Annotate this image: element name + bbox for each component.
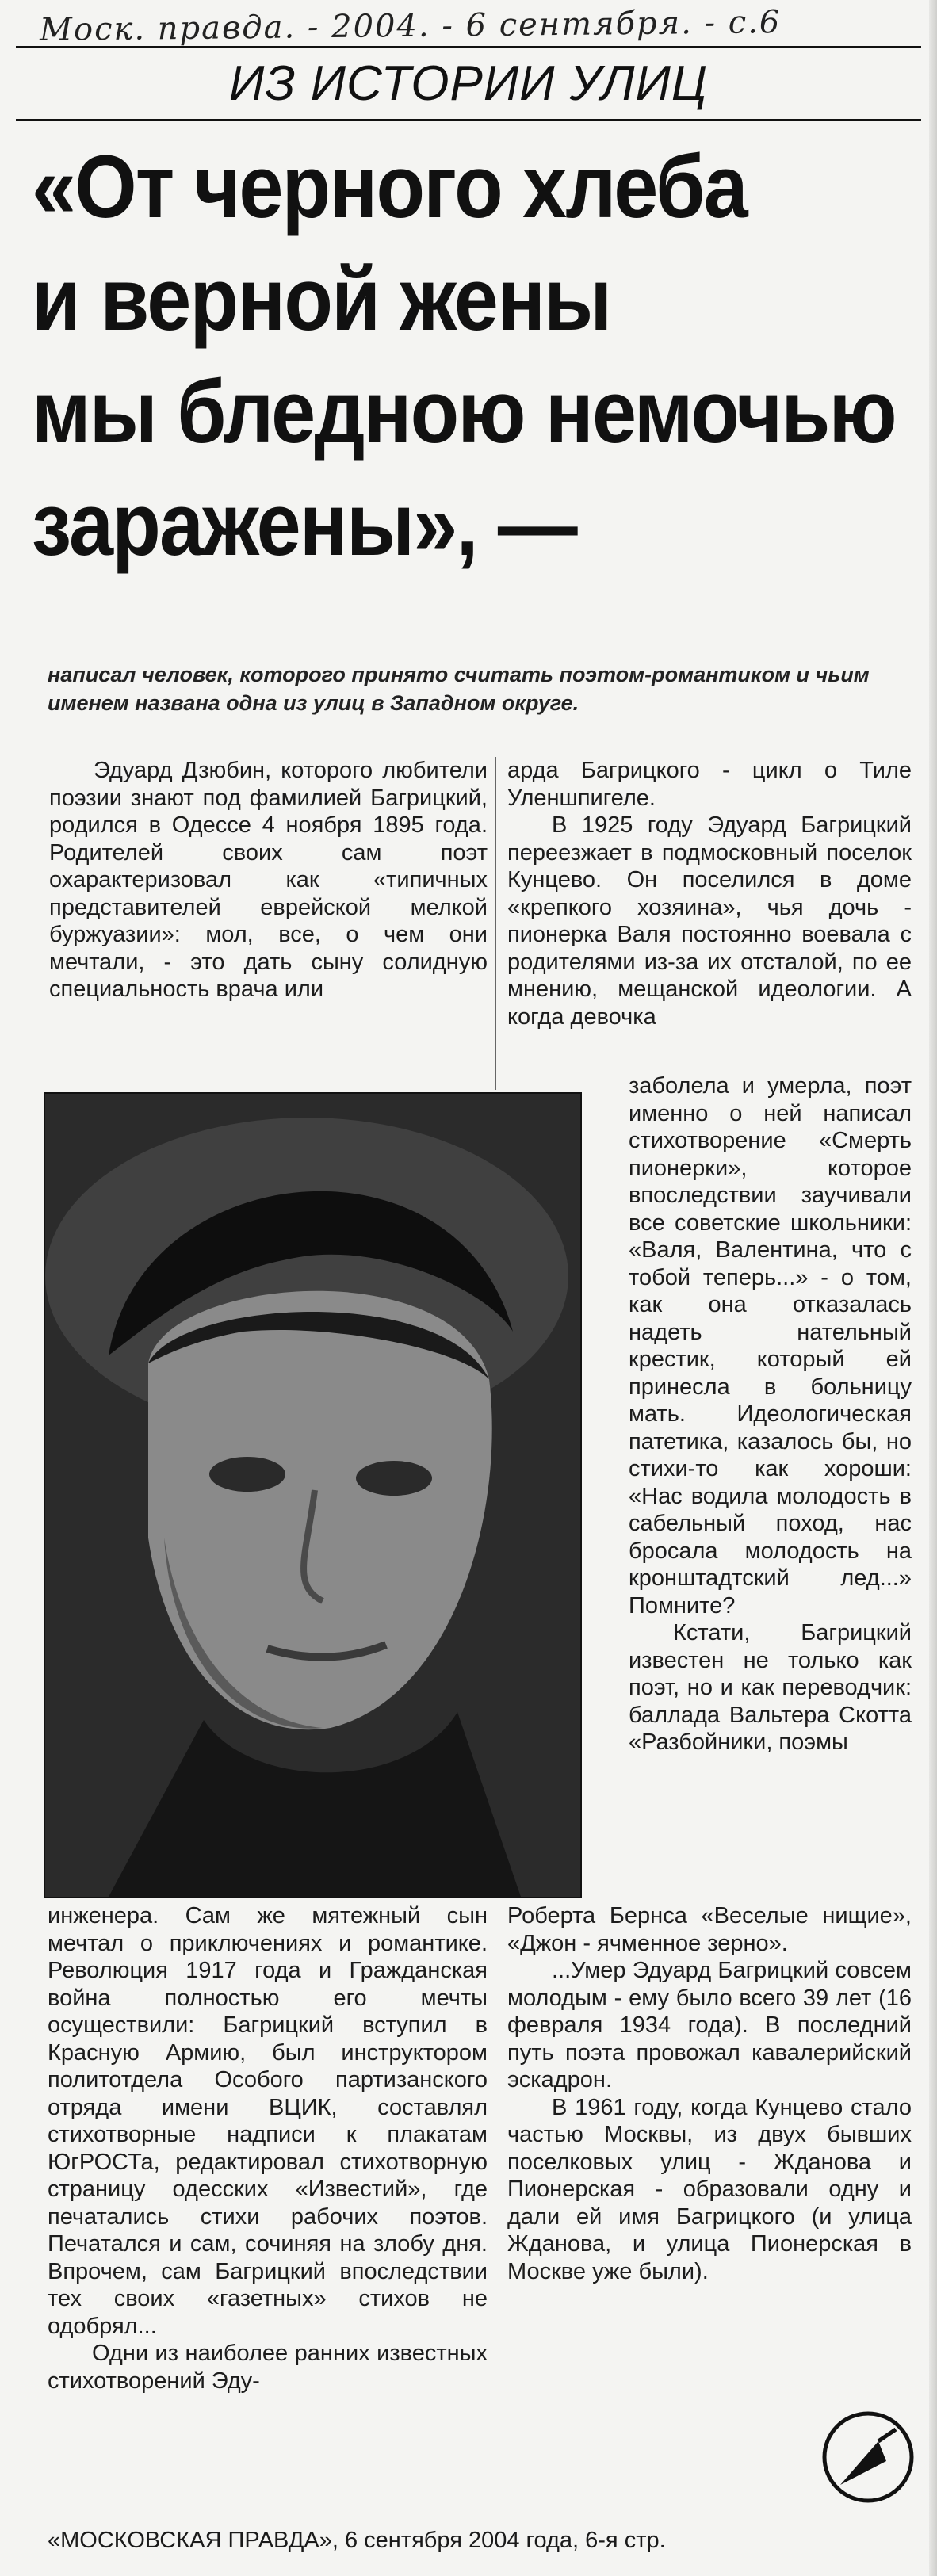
column-2-bottom-paragraph-1: Роберта Бернса «Веселые нищие», «Джон - ячменное зерно». [507,1903,912,1956]
rubric-bottom-rule [16,119,921,121]
end-mark-icon [817,2406,920,2509]
poet-portrait-photo [44,1092,582,1898]
section-rubric: ИЗ ИСТОРИИ УЛИЦ [229,56,708,111]
column-2-paragraph-1: арда Багрицкого - цикл о Тиле Уленшпигеле. [507,758,912,811]
narrow-paragraph-2: Кстати, Багрицкий известен не только как поэт, но и как переводчик: баллада Вальтера Скотта «Разбойники, поэмы [629,1620,912,1755]
column-1-bottom-paragraph-1: инженера. Сам же мятежный сын мечтал о приключениях и романтике. Революция 1917 года и Гражданская война полностью его мечты осуществили: Багрицкий вступил в Красную Армию, был инструктором политотдела Особого партизанского отряда имени ВЦИК, составлял стихотворные надписи к плакатам ЮгРОСТа, редактировал стихотворную страницу одесских «Известий», где печатались стихи рабочих поэтов. Печатался и сам, сочиняя на злобу дня. Впрочем, сам Багрицкий впоследствии тех своих «газетных» стихов не одобрял... [48,1903,488,2339]
column-2-bottom [507,1902,912,2285]
headline-line-3: мы бледною немочью [32,362,896,461]
column-2-narrow [629,1072,912,1756]
scan-edge [929,0,937,2576]
article-lede: написал человек, которого принято считать поэтом-романтиком и чьим именем названа одна из улиц в Западном округе. [48,663,870,715]
headline-line-1: «От черного хлеба [32,137,747,236]
headline-line-2: и верной жены [32,250,611,349]
column-2-bottom-paragraph-2: ...Умер Эдуард Багрицкий совсем молодым - ему было всего 39 лет (16 февраля 1934 года). В последний путь поэта провожал кавалерийский эскадрон. [507,1958,912,2093]
rubric-top-rule [16,46,921,48]
column-1-bottom-paragraph-2: Одни из наиболее ранних известных стихотворений Эду- [48,2341,488,2394]
column-divider [495,757,496,1090]
portrait-illustration [45,1094,580,1897]
handwritten-source-note: Моск. правда. - 2004. - 6 сентября. - с.6 [39,4,782,48]
column-2-paragraph-2: В 1925 году Эдуард Багрицкий переезжает в подмосковный поселок Кунцево. Он поселился в доме «крепкого хозяина», чья дочь - пионерка Валя постоянно воевала с родителями из-за их отсталой, по ее мнению, мещанской идеологии. А когда девочка [507,812,912,1030]
column-1-bottom [48,1902,488,2394]
headline-line-4: заражены», — [32,475,576,574]
publication-credit: «МОСКОВСКАЯ ПРАВДА», 6 сентября 2004 года, 6-я стр. [48,2528,666,2553]
column-1-top [49,757,488,1003]
column-2-top [507,757,912,1030]
article-headline [32,131,896,581]
narrow-paragraph-1: заболела и умерла, поэт именно о ней написал стихотворение «Смерть пионерки», которое впоследствии заучивали все советские школьники: «Валя, Валентина, что с тобой теперь...» - о том, как она отказалась надеть нательный крестик, который ей принесла в больницу мать. Идеологическая патетика, казалось бы, но стихи-то как хороши: «Нас водила молодость в сабельный поход, нас бросала молодость на кронштадтский лед...» Помните? [629,1073,912,1619]
column-2-bottom-paragraph-3: В 1961 году, когда Кунцево стало частью Москвы, из двух бывших поселковых улиц - Жданова и Пионерская - образовали одну и дали ей имя Багрицкого (и улица Жданова, и улица Пионерская в Москве уже были). [507,2094,912,2284]
column-1-paragraph-1: Эдуард Дзюбин, которого любители поэзии знают под фамилией Багрицкий, родился в Одессе 4 ноября 1895 года. Родителей своих сам поэт охарактеризовал как «типичных представителей еврейской мелкой буржуазии»: мол, все, о чем они мечтали, - это дать сыну солидную специальность врача или [49,758,488,1002]
